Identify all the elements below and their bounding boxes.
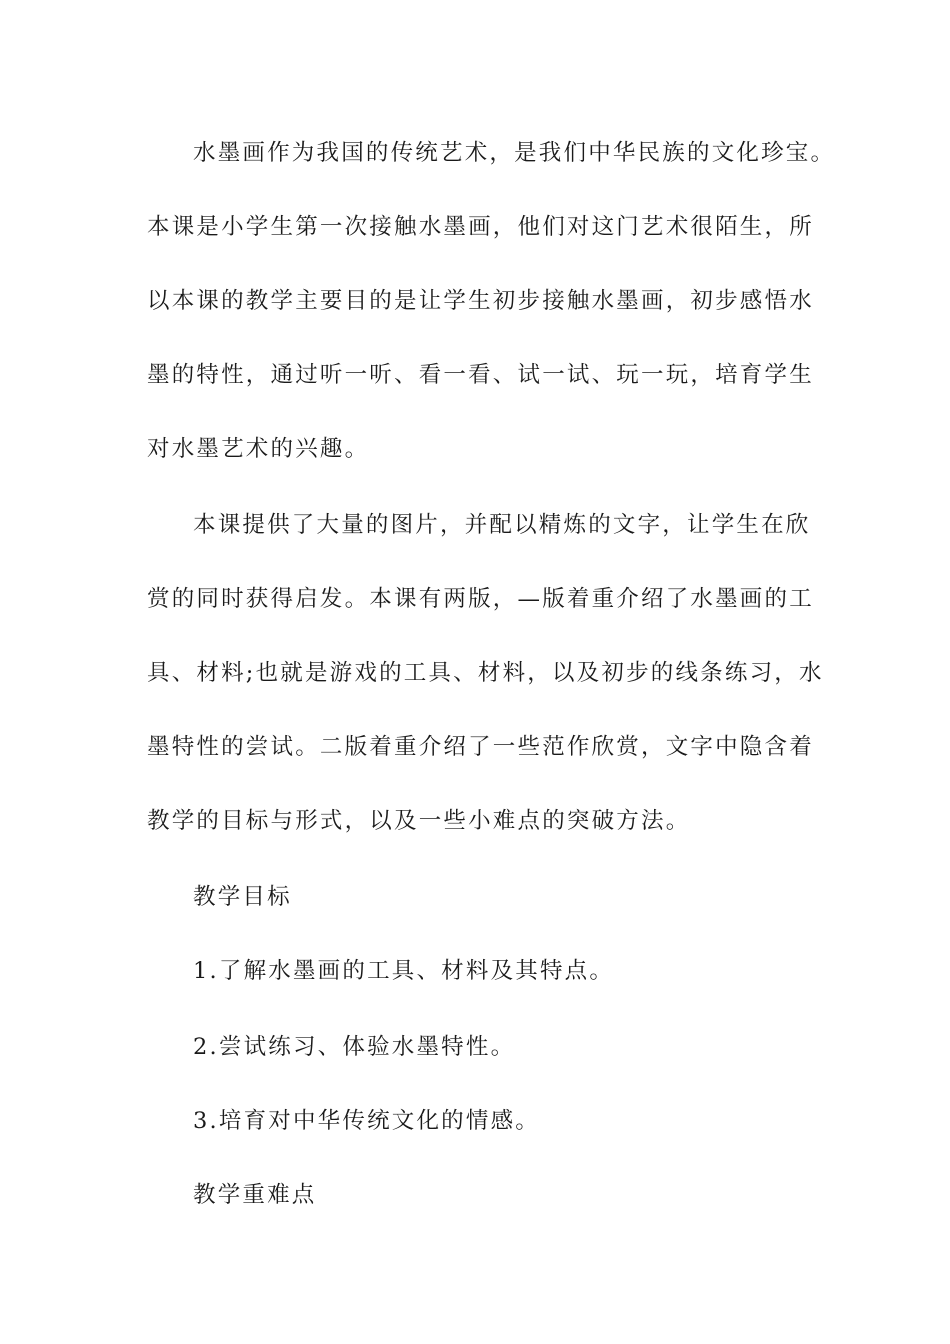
paragraph-2-line-5: 教学的目标与形式，以及一些小难点的突破方法。 <box>147 808 691 834</box>
objective-item-2: 2.尝试练习、体验水墨特性。 <box>193 1034 516 1060</box>
paragraph-1-line-5: 对水墨艺术的兴趣。 <box>147 436 370 462</box>
objective-item-1: 1.了解水墨画的工具、材料及其特点。 <box>193 958 615 984</box>
paragraph-2-line-2: 赏的同时获得启发。本课有两版，—版着重介绍了水墨画的工 <box>147 586 814 612</box>
objective-item-3: 3.培育对中华传统文化的情感。 <box>193 1108 540 1134</box>
paragraph-1-line-1: 水墨画作为我国的传统艺术，是我们中华民族的文化珍宝。 <box>193 140 836 166</box>
paragraph-2-line-3: 具、材料;也就是游戏的工具、材料，以及初步的线条练习，水 <box>147 660 824 686</box>
paragraph-2-line-4: 墨特性的尝试。二版着重介绍了一些范作欣赏，文字中隐含着 <box>147 734 814 760</box>
paragraph-1-line-4: 墨的特性，通过听一听、看一看、试一试、玩一玩，培育学生 <box>147 362 814 388</box>
paragraph-2-line-1: 本课提供了大量的图片，并配以精炼的文字，让学生在欣 <box>193 512 811 538</box>
heading-difficulties: 教学重难点 <box>193 1182 317 1208</box>
paragraph-1-line-2: 本课是小学生第一次接触水墨画，他们对这门艺术很陌生，所 <box>147 214 814 240</box>
paragraph-1-line-3: 以本课的教学主要目的是让学生初步接触水墨画，初步感悟水 <box>147 288 814 314</box>
heading-objectives: 教学目标 <box>193 884 292 910</box>
